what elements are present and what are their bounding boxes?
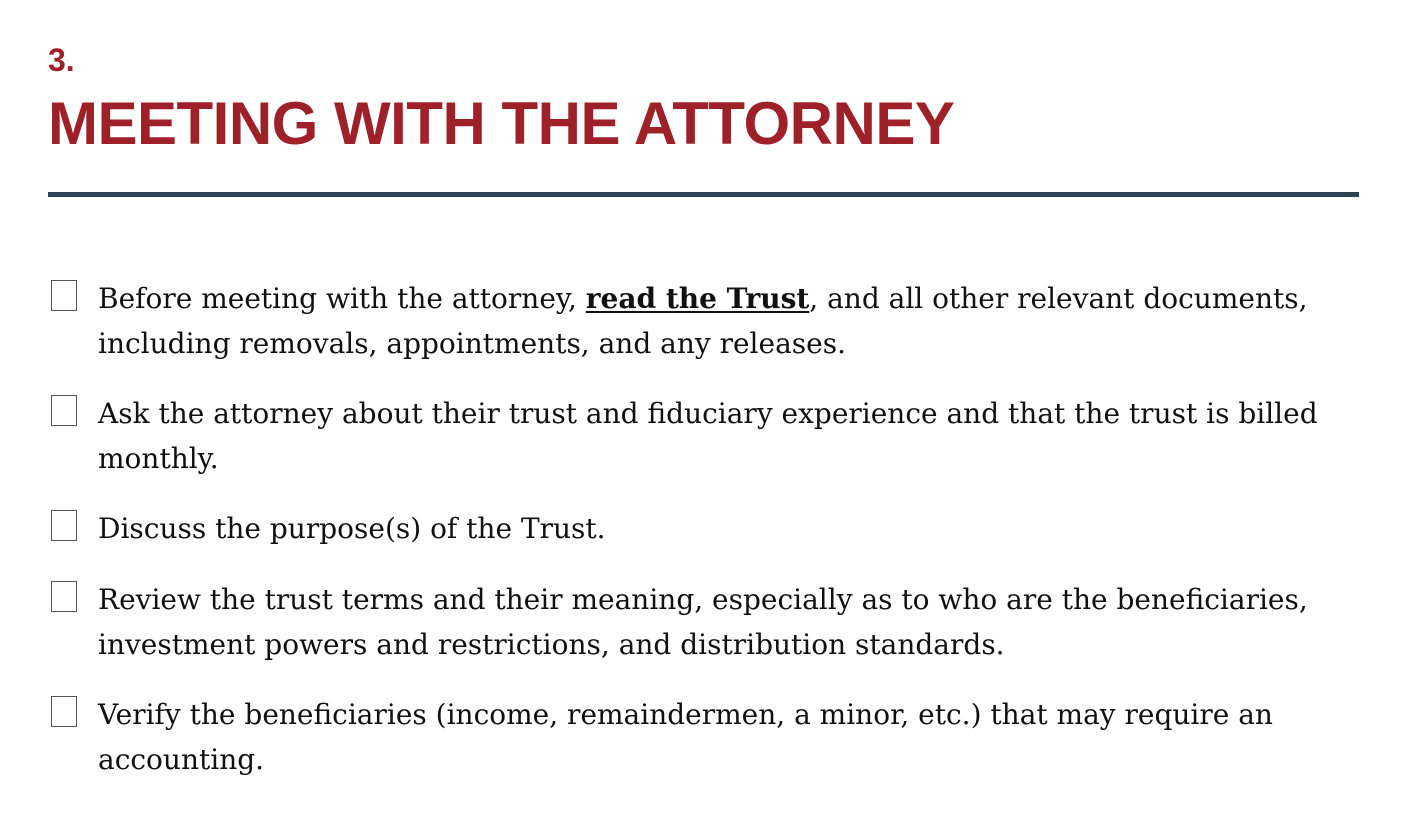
- item-text: Review the trust terms and their meaning, especially as to who are the beneficiaries, investment powers and restrictions, and distribution standards.: [98, 583, 1308, 661]
- item-text-rest: , and all other relevant documents, including removals, appointments, and any releases.: [98, 282, 1308, 360]
- checklist-item-read-trust: [48, 276, 1368, 366]
- checkbox[interactable]: [51, 581, 77, 612]
- item-text: Ask the attorney about their trust and fiduciary experience and that the trust is billed monthly.: [98, 397, 1318, 475]
- section-number: 3.: [48, 42, 75, 78]
- checklist-item-trust-purpose: [48, 506, 1368, 551]
- checkbox[interactable]: [51, 696, 77, 727]
- checkbox[interactable]: [51, 280, 77, 311]
- item-text: Verify the beneficiaries (income, remaindermen, a minor, etc.) that may require an accounting.: [98, 698, 1273, 776]
- checklist-item-attorney-experience: [48, 391, 1368, 481]
- checklist-item-trust-terms: [48, 577, 1368, 667]
- item-text-emphasis: read the Trust: [585, 282, 810, 315]
- section-title: MEETING WITH THE ATTORNEY: [48, 90, 955, 157]
- checkbox[interactable]: [51, 395, 77, 426]
- item-text: Discuss the purpose(s) of the Trust.: [98, 512, 606, 545]
- checkbox[interactable]: [51, 510, 77, 541]
- item-text-intro: Before meeting with the attorney,: [98, 282, 586, 315]
- section-divider: [48, 192, 1359, 197]
- checklist-item-verify-beneficiaries: [48, 692, 1368, 782]
- checklist: [48, 276, 1368, 807]
